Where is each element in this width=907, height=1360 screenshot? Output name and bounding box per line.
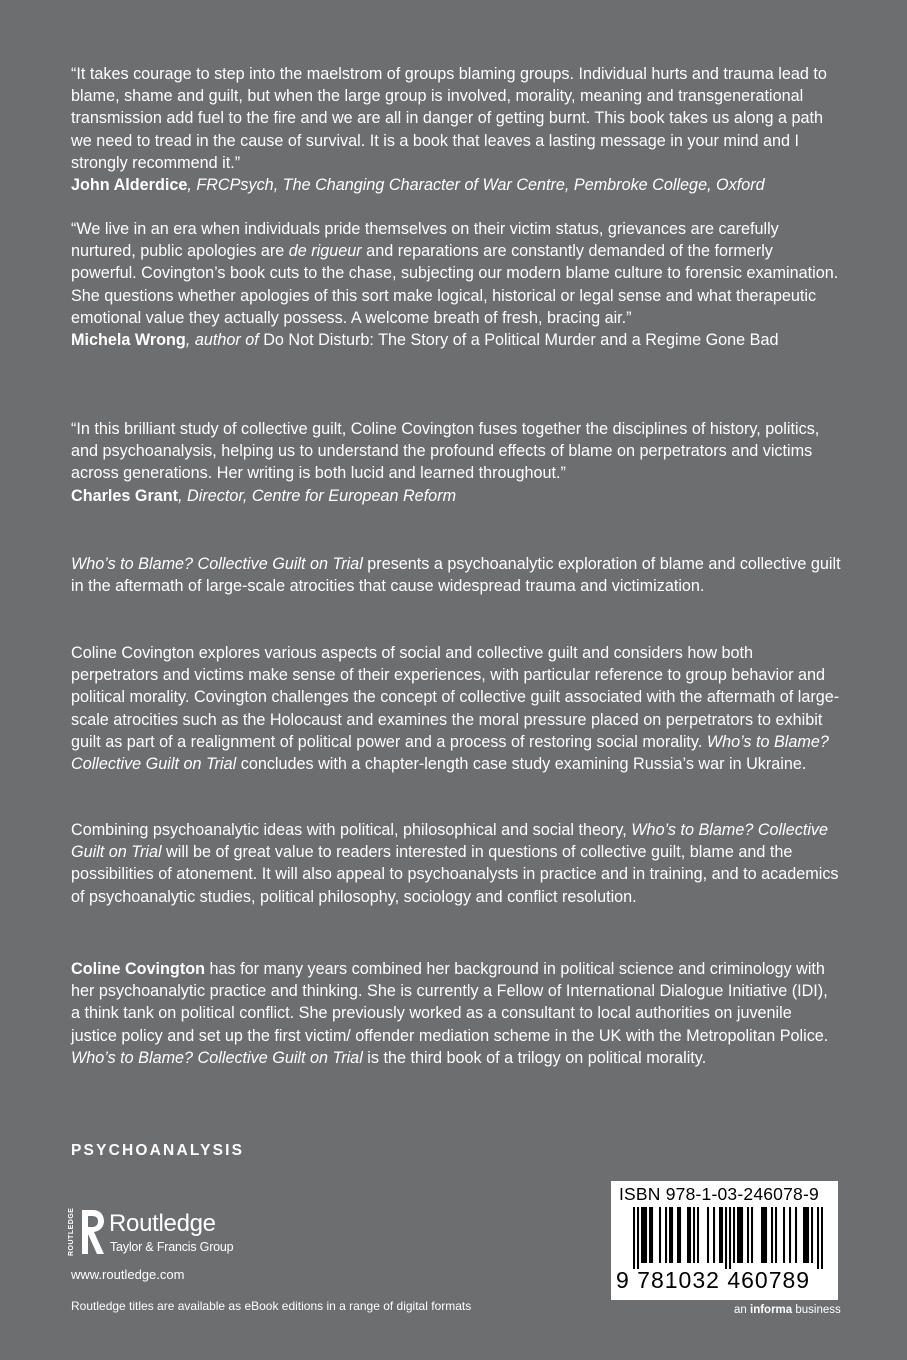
description-paragraph-2-text	[71, 642, 841, 775]
barcode-bar	[649, 1207, 651, 1263]
barcode-bar	[789, 1207, 791, 1263]
barcode-bar	[747, 1207, 749, 1263]
barcode-bar	[771, 1207, 773, 1263]
endorsement-2-affiliation: , author of	[185, 331, 264, 350]
barcode-bar	[687, 1207, 689, 1263]
book-title: Who’s to Blame? Collective Guilt on Trial	[71, 732, 829, 774]
barcode-bar	[677, 1207, 679, 1263]
isbn-label: ISBN 978-1-03-246078-9	[619, 1184, 819, 1204]
publisher-group: Taylor & Francis Group	[110, 1240, 234, 1254]
barcode-bar	[641, 1207, 643, 1263]
barcode-bar	[811, 1207, 813, 1263]
description-text: Combining psychoanalytic ideas with political, philosophical and social theory,	[71, 821, 632, 839]
routledge-r-icon	[80, 1208, 106, 1256]
ebook-note: Routledge titles are available as eBook editions in a range of digital formats	[71, 1299, 472, 1313]
barcode-bar	[725, 1207, 727, 1269]
description-text: Coline Covington explores various aspects of social and collective guilt and considers how both perpetrators and victims make sense of their experiences, with particular reference to group behavior and political morality. Covington challenges the concept of collective guilt associated with the aftermath of large-scale atrocities such as the Holocaust and examines the moral pressure placed on perpetrators to exhibit guilt as part of a realignment of political power and a process of restoring social morality.	[71, 644, 840, 751]
isbn-barcode	[611, 1181, 838, 1300]
bio-text: is the third book of a trilogy on political morality.	[362, 1048, 707, 1067]
barcode-bar	[645, 1207, 647, 1263]
description-paragraph-1	[71, 553, 841, 597]
barcode-bar	[659, 1207, 661, 1263]
endorsement-2-author: Michela Wrong	[71, 331, 186, 350]
endorsement-2-text-part: and reparations are constantly demanded of the formerly powerful. Covington’s book cuts to the chase, subjecting our modern blame culture to forensic examination. She questions whether apologies of this sort make logical, historical or legal sense and what therapeutic emotional value they actually possess. A welcome breath of fresh, bracing air.”	[71, 242, 839, 327]
barcode-bar	[783, 1207, 785, 1263]
endorsement-2	[71, 218, 841, 351]
barcode-bar	[795, 1207, 797, 1263]
routledge-logo	[68, 1208, 268, 1258]
endorsement-1-affiliation: , FRCPsych, The Changing Character of War Centre, Pembroke College, Oxford	[187, 176, 765, 195]
endorsement-2-attribution	[71, 329, 841, 351]
endorsement-3	[71, 418, 841, 507]
endorsement-2-book-title: Do Not Disturb: The Story of a Political Murder and a Regime Gone Bad	[263, 331, 779, 350]
informa-brand: informa	[750, 1304, 793, 1316]
endorsement-2-text-part: “We live in an era when individuals pride themselves on their victim status, grievances are carefully nurtured, public apologies are	[71, 220, 779, 261]
barcode-bar	[821, 1207, 823, 1269]
barcode-bar	[775, 1207, 777, 1263]
barcode-bar	[697, 1207, 699, 1263]
barcode-bar	[633, 1207, 635, 1269]
author-bio	[71, 958, 841, 1069]
barcode-bars	[633, 1207, 823, 1269]
endorsement-1	[71, 63, 841, 196]
description-text: concludes with a chapter-length case study examining Russia’s war in Ukraine.	[236, 755, 807, 774]
barcode-bar	[803, 1207, 805, 1263]
endorsement-3-affiliation: , Director, Centre for European Reform	[178, 486, 457, 505]
barcode-bar	[693, 1207, 695, 1263]
description-text: presents a psychoanalytic exploration of blame and collective guilt in the aftermath of large-scale atrocities that cause widespread trauma and victimization.	[71, 555, 841, 596]
barcode-bar	[741, 1207, 743, 1263]
informa-tagline	[734, 1304, 841, 1316]
barcode-bar	[805, 1207, 807, 1263]
publisher-name: Routledge	[109, 1210, 216, 1237]
barcode-bar	[637, 1207, 639, 1269]
barcode-bar	[671, 1207, 673, 1263]
barcode-bar	[689, 1207, 691, 1263]
endorsement-3-text: “In this brilliant study of collective guilt, Coline Covington fuses together the disciplines of history, politics, and psychoanalysis, helping us to understand the profound effects of blame on perpetrators and victims across generations. Her writing is both lucid and learned throughout.”	[71, 420, 820, 483]
description-paragraph-3	[71, 819, 841, 908]
barcode-bar	[665, 1207, 667, 1263]
barcode-bar	[751, 1207, 753, 1263]
barcode-bar	[763, 1207, 765, 1263]
bio-text: has for many years combined her background in political science and criminology with her psychoanalytic practice and thinking. She is currently a Fellow of International Dialogue Initiative (IDI), a think tank on political conflict. She previously worked as a consultant to local authorities on juvenile justice policy and set up the first victim/ offender mediation scheme in the UK with the Metropolitan Police.	[71, 960, 829, 1045]
endorsement-3-attribution	[71, 485, 841, 507]
subject-category: PSYCHOANALYSIS	[71, 1142, 245, 1159]
barcode-bar	[733, 1207, 735, 1263]
description-paragraph-3-text	[71, 819, 841, 908]
barcode-bar	[713, 1207, 715, 1263]
book-title: Who’s to Blame? Collective Guilt on Trial	[71, 821, 829, 862]
book-title: Who’s to Blame? Collective Guilt on Trial	[71, 1048, 363, 1067]
barcode-bar	[719, 1207, 721, 1263]
isbn-digits: 9 781032 460789	[616, 1267, 811, 1293]
barcode-bar	[679, 1207, 681, 1263]
description-paragraph-1-text	[71, 553, 841, 597]
barcode-bar	[651, 1207, 653, 1263]
barcode-bar	[739, 1207, 741, 1263]
publisher-website: www.routledge.com	[71, 1267, 185, 1282]
logo-side-text: ROUTLEDGE	[68, 1207, 75, 1256]
barcode-bar	[761, 1207, 763, 1263]
endorsement-3-author: Charles Grant	[71, 486, 179, 505]
endorsement-2-text	[71, 218, 841, 329]
barcode-bar	[721, 1207, 723, 1263]
endorsement-1-attribution	[71, 174, 841, 196]
barcode-bar	[765, 1207, 767, 1263]
endorsement-1-author: John Alderdice	[71, 176, 188, 195]
barcode-bar	[737, 1207, 739, 1263]
author-name: Coline Covington	[71, 960, 205, 978]
barcode-bar	[707, 1207, 709, 1263]
informa-suffix: business	[792, 1304, 841, 1316]
endorsement-1-text: “It takes courage to step into the maelstrom of groups blaming groups. Individual hurts and trauma lead to blame, shame and guilt, but when the large group is involved, morality, meaning and transgenerational transmission add fuel to the fire and we are all in danger of getting burnt. This book takes us along a path we need to tread in the cause of survival. It is a book that leaves a lasting message in your mind and I strongly recommend it.”	[71, 65, 827, 172]
description-paragraph-2	[71, 642, 841, 775]
description-text: will be of great value to readers interested in questions of collective guilt, blame and the possibilities of atonement. It will also appeal to psychoanalysts in practice and in training, and to academics of psychoanalytic studies, political philosophy, sociology and conflict resolution.	[71, 843, 839, 906]
author-bio-text	[71, 958, 841, 1069]
barcode-bar	[807, 1207, 809, 1263]
endorsement-2-italic-phrase: de rigueur	[288, 242, 362, 261]
informa-prefix: an	[734, 1304, 750, 1316]
book-title: Who’s to Blame? Collective Guilt on Trial	[71, 555, 363, 573]
barcode-bar	[729, 1207, 731, 1269]
barcode-bar	[669, 1207, 671, 1263]
barcode-bar	[643, 1207, 645, 1263]
barcode-bar	[817, 1207, 819, 1269]
